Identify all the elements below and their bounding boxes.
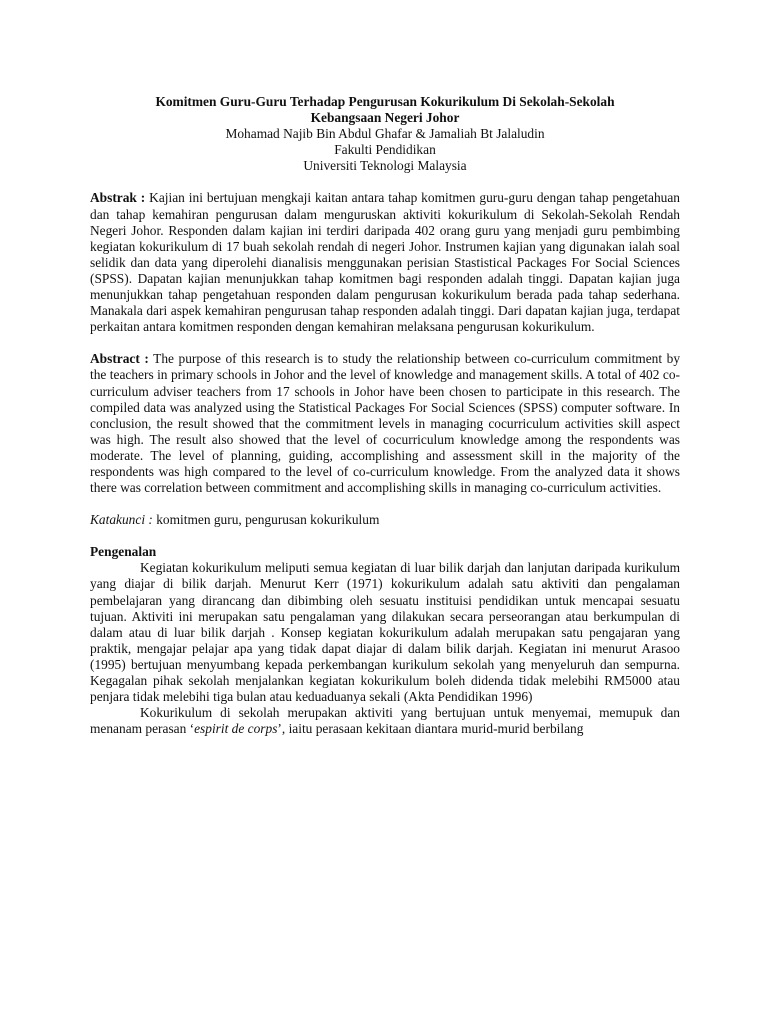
para2-end: ’, iaitu perasaan kekitaan diantara murid-murid berbilang xyxy=(277,721,584,737)
para2-italic-term: espirit de corps xyxy=(194,721,278,737)
keywords xyxy=(90,512,680,528)
paper-title-line-1: Komitmen Guru-Guru Terhadap Pengurusan Kokurikulum Di Sekolah-Sekolah xyxy=(155,94,615,109)
university: Universiti Teknologi Malaysia xyxy=(303,158,467,174)
abstrak-label: Abstrak : xyxy=(90,190,146,206)
abstract-paragraph xyxy=(90,351,680,496)
abstract-label: Abstract : xyxy=(90,351,149,367)
para2-start: Kokurikulum di sekolah merupakan aktiviti yang bertujuan untuk menyemai, memupuk dan menanam perasan ‘ xyxy=(90,705,680,737)
document-page xyxy=(90,94,680,737)
authors: Mohamad Najib Bin Abdul Ghafar & Jamaliah Bt Jalaludin xyxy=(225,126,545,142)
faculty: Fakulti Pendidikan xyxy=(334,142,436,158)
abstrak-paragraph xyxy=(90,190,680,335)
abstrak-text: Kajian ini bertujuan mengkaji kaitan antara tahap komitmen guru-guru dengan tahap pengetahuan dan tahap kemahiran pengurusan dalam menguruskan aktiviti kokurikulum di Sekolah-Sekolah Rendah Negeri Johor. Responden dalam kajian ini terdiri daripada 402 orang guru yang menjadi guru pembimbing kegiatan kokurikulum di 17 buah sekolah rendah di negeri Johor. Instrumen kajian yang digunakan ialah soal selidik dan data yang diperolehi dianalisis menggunakan perisian Stastistical Packages For Social Sciences (SPSS). Dapatan kajian menunjukkan tahap komitmen bagi responden adalah tinggi. Dapatan kajian juga menunjukkan tahap pengetahuan responden dalam pengurusan kokurikulum berada pada tahap sederhana. Manakala dari aspek kemahiran pengurusan tahap responden adalah tinggi. Dari dapatan kajian juga, terdapat perkaitan antara komitmen responden dengan kemahiran melaksana pengurusan kokurikulum. xyxy=(90,190,681,335)
pengenalan-paragraph-2 xyxy=(90,705,680,737)
pengenalan-paragraph-1: Kegiatan kokurikulum meliputi semua kegiatan di luar bilik darjah dan lanjutan daripada kurikulum yang diajar di bilik darjah. Menurut Kerr (1971) kokurikulum adalah satu aktiviti dan pengalaman pembelajaran yang dirancang dan dibimbing oleh sesuatu instituisi pendidikan untuk mencapai sesuatu tujuan. Aktiviti ini merupakan satu pengalaman yang dilakukan secara perseorangan atau berkumpulan di dalam atau di luar bilik darjah . Konsep kegiatan kokurikulum adalah merupakan satu pengajaran yang praktik, mengajar pelajar apa yang tidak dapat diajar di dalam bilik darjah. Kegiatan ini menurut Arasoo (1995) bertujuan menyumbang kepada perkembangan kurikulum sekolah yang menyeluruh dan sempurna. Kegagalan pihak sekolah menjalankan kegiatan kokurikulum boleh didenda tidak melebihi RM5000 atau penjara tidak melebihi tiga bulan atau keduaduanya sekali (Akta Pendidikan 1996) xyxy=(90,560,680,705)
abstract-text: The purpose of this research is to study the relationship between co-curriculum commitment by the teachers in primary schools in Johor and the level of knowledge and management skills. A total of 402 co-curriculum adviser teachers from 17 schools in Johor have been chosen to participate in this research. The compiled data was analyzed using the Statistical Packages For Social Sciences (SPSS) computer software. In conclusion, the result showed that the commitment levels in managing cocurriculum activities skill aspect was high. The result also showed that the level of cocurriculum knowledge among the respondents was moderate. The level of planning, guiding, accomplishing and assessment skill in the majority of the respondents was high compared to the level of co-curriculum knowledge. From the analyzed data it shows there was correlation between commitment and accomplishing skills in managing co-curriculum activities. xyxy=(90,351,681,496)
keywords-text: komitmen guru, pengurusan kokurikulum xyxy=(152,512,380,528)
section-heading-pengenalan: Pengenalan xyxy=(90,544,157,560)
paper-title-line-2: Kebangsaan Negeri Johor xyxy=(310,110,460,126)
keywords-label: Katakunci : xyxy=(90,512,153,528)
